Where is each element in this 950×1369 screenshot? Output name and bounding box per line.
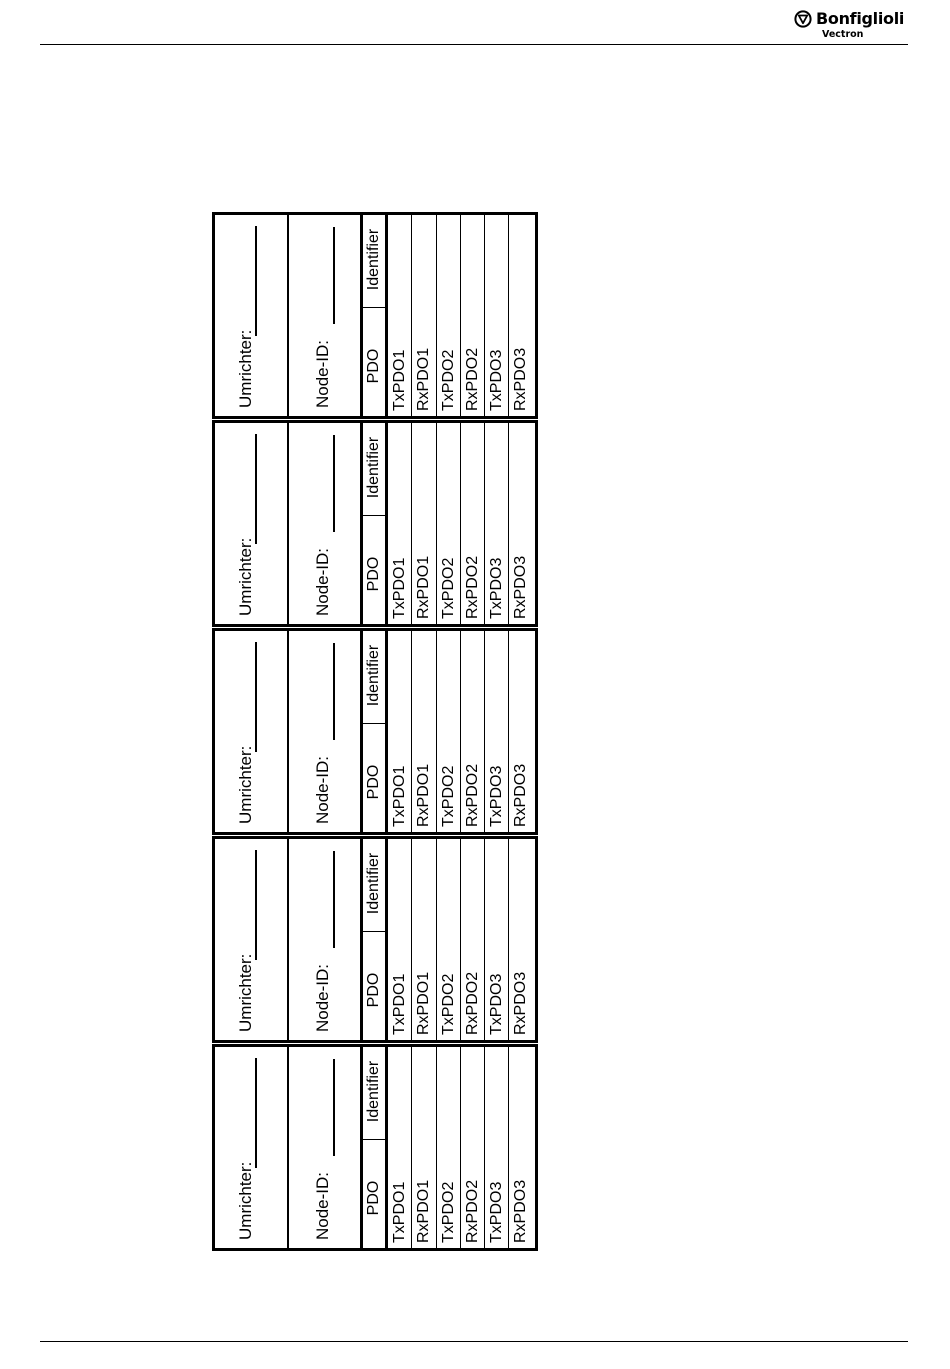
node-id-label: Node-ID: xyxy=(313,755,332,824)
pdo-identifier-form xyxy=(212,211,538,1251)
identifier-column-header: Identifier xyxy=(363,420,385,516)
table-row[interactable] xyxy=(509,423,533,624)
table-row[interactable] xyxy=(412,423,436,624)
pdo-cell: TxPDO2 xyxy=(439,973,457,1035)
table-row[interactable] xyxy=(412,839,436,1040)
node-id-blank-line[interactable] xyxy=(333,435,335,532)
umrichter-label: Umrichter: xyxy=(236,1161,255,1240)
node-id-blank-line[interactable] xyxy=(333,643,335,740)
umrichter-field[interactable] xyxy=(215,423,289,624)
pdo-cell: TxPDO3 xyxy=(488,765,506,827)
pdo-cell: TxPDO1 xyxy=(391,349,408,411)
header-rule xyxy=(40,44,908,45)
form-card-3 xyxy=(212,628,538,835)
table-row[interactable] xyxy=(437,215,461,416)
table-row[interactable] xyxy=(388,423,412,624)
umrichter-label: Umrichter: xyxy=(236,329,255,408)
pdo-cell: TxPDO3 xyxy=(488,1181,506,1243)
footer-rule xyxy=(40,1341,908,1342)
node-id-label: Node-ID: xyxy=(313,1171,332,1240)
umrichter-field[interactable] xyxy=(215,631,289,832)
node-id-label: Node-ID: xyxy=(313,963,332,1032)
table-row[interactable] xyxy=(485,215,509,416)
node-id-field[interactable] xyxy=(289,215,363,416)
pdo-table-header xyxy=(363,1047,388,1248)
table-row[interactable] xyxy=(388,839,412,1040)
table-row[interactable] xyxy=(412,1047,436,1248)
table-row[interactable] xyxy=(388,1047,412,1248)
identifier-column-header: Identifier xyxy=(363,1044,385,1140)
node-id-field[interactable] xyxy=(289,631,363,832)
form-card-4 xyxy=(212,420,538,627)
identifier-column-header: Identifier xyxy=(363,212,385,308)
pdo-column-header: PDO xyxy=(365,556,382,592)
table-row[interactable] xyxy=(461,423,485,624)
pdo-table-header xyxy=(363,215,388,416)
form-card-5 xyxy=(212,212,538,419)
table-row[interactable] xyxy=(509,631,533,832)
node-id-field[interactable] xyxy=(289,1047,363,1248)
node-id-field[interactable] xyxy=(289,839,363,1040)
pdo-column-header: PDO xyxy=(365,764,382,800)
form-card-2 xyxy=(212,836,538,1043)
identifier-column-header: Identifier xyxy=(363,628,385,724)
identifier-column-header: Identifier xyxy=(363,836,385,932)
node-id-label: Node-ID: xyxy=(313,547,332,616)
logo-sub-brand-text: Vectron xyxy=(822,29,864,40)
table-row[interactable] xyxy=(412,215,436,416)
pdo-cell: TxPDO3 xyxy=(488,557,506,619)
umrichter-blank-line[interactable] xyxy=(255,850,257,960)
umrichter-blank-line[interactable] xyxy=(255,226,257,336)
pdo-table-body xyxy=(388,1047,534,1248)
table-row[interactable] xyxy=(509,839,533,1040)
table-row[interactable] xyxy=(437,423,461,624)
pdo-cell: RxPDO2 xyxy=(463,971,481,1035)
pdo-cell: RxPDO2 xyxy=(463,347,481,411)
pdo-table-body xyxy=(388,631,534,832)
umrichter-field[interactable] xyxy=(215,1047,289,1248)
pdo-column-header: PDO xyxy=(365,1180,382,1216)
table-row[interactable] xyxy=(461,839,485,1040)
pdo-cell: TxPDO3 xyxy=(488,973,506,1035)
umrichter-blank-line[interactable] xyxy=(255,1058,257,1168)
pdo-cell: TxPDO2 xyxy=(439,557,457,619)
pdo-cell: RxPDO1 xyxy=(415,763,433,827)
umrichter-blank-line[interactable] xyxy=(255,642,257,752)
form-card-1 xyxy=(212,1044,538,1251)
pdo-table-body xyxy=(388,839,534,1040)
table-row[interactable] xyxy=(485,839,509,1040)
umrichter-field[interactable] xyxy=(215,839,289,1040)
pdo-cell: TxPDO1 xyxy=(391,973,408,1035)
table-row[interactable] xyxy=(485,423,509,624)
pdo-cell: RxPDO3 xyxy=(512,1179,530,1243)
pdo-cell: RxPDO3 xyxy=(512,971,530,1035)
umrichter-field[interactable] xyxy=(215,215,289,416)
table-row[interactable] xyxy=(388,631,412,832)
node-id-label: Node-ID: xyxy=(313,339,332,408)
table-row[interactable] xyxy=(412,631,436,832)
table-row[interactable] xyxy=(461,1047,485,1248)
pdo-column-header: PDO xyxy=(365,348,382,384)
pdo-cell: TxPDO1 xyxy=(391,557,408,619)
table-row[interactable] xyxy=(509,1047,533,1248)
pdo-cell: RxPDO2 xyxy=(463,555,481,619)
brand-logo xyxy=(794,9,914,45)
pdo-table-header xyxy=(363,423,388,624)
pdo-cell: RxPDO1 xyxy=(415,347,433,411)
pdo-table-header xyxy=(363,631,388,832)
node-id-field[interactable] xyxy=(289,423,363,624)
pdo-cell: RxPDO1 xyxy=(415,971,433,1035)
pdo-table-body xyxy=(388,215,534,416)
pdo-cell: RxPDO2 xyxy=(463,1179,481,1243)
pdo-column-header: PDO xyxy=(365,972,382,1008)
logo-brand-text: Bonfiglioli xyxy=(816,9,905,28)
umrichter-label: Umrichter: xyxy=(236,537,255,616)
pdo-cell: RxPDO1 xyxy=(415,1179,433,1243)
pdo-cell: RxPDO3 xyxy=(512,347,530,411)
pdo-cell: TxPDO2 xyxy=(439,349,457,411)
pdo-cell: TxPDO3 xyxy=(488,349,506,411)
pdo-cell: RxPDO2 xyxy=(463,763,481,827)
table-row[interactable] xyxy=(509,215,533,416)
pdo-cell: RxPDO3 xyxy=(512,763,530,827)
pdo-cell: TxPDO2 xyxy=(439,1181,457,1243)
table-row[interactable] xyxy=(437,631,461,832)
pdo-table-body xyxy=(388,423,534,624)
pdo-cell: TxPDO2 xyxy=(439,765,457,827)
table-row[interactable] xyxy=(461,215,485,416)
table-row[interactable] xyxy=(437,839,461,1040)
node-id-blank-line[interactable] xyxy=(333,1059,335,1156)
pdo-cell: RxPDO3 xyxy=(512,555,530,619)
node-id-blank-line[interactable] xyxy=(333,227,335,324)
pdo-table-header xyxy=(363,839,388,1040)
umrichter-label: Umrichter: xyxy=(236,745,255,824)
table-row[interactable] xyxy=(485,631,509,832)
umrichter-blank-line[interactable] xyxy=(255,434,257,544)
table-row[interactable] xyxy=(461,631,485,832)
table-row[interactable] xyxy=(485,1047,509,1248)
pdo-cell: RxPDO1 xyxy=(415,555,433,619)
pdo-cell: TxPDO1 xyxy=(391,765,408,827)
pdo-cell: TxPDO1 xyxy=(391,1181,408,1243)
bonfiglioli-logo-icon xyxy=(794,10,812,28)
node-id-blank-line[interactable] xyxy=(333,851,335,948)
table-row[interactable] xyxy=(388,215,412,416)
table-row[interactable] xyxy=(437,1047,461,1248)
umrichter-label: Umrichter: xyxy=(236,953,255,1032)
